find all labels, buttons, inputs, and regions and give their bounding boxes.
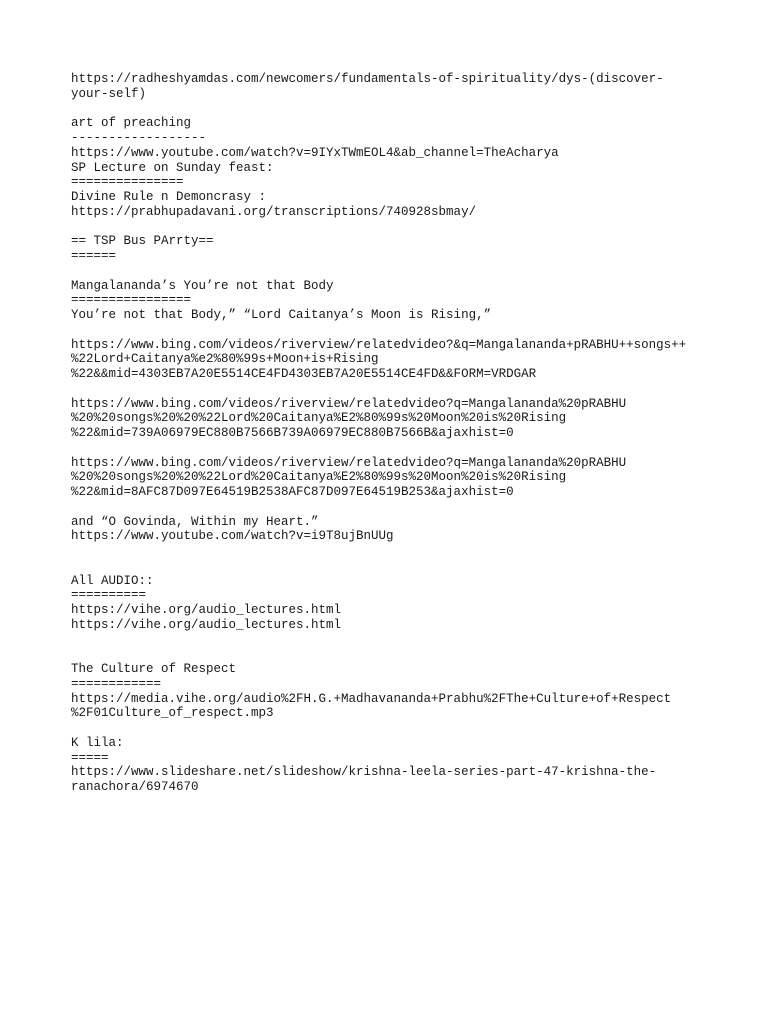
blank-line [71,721,731,736]
url-line: https://www.bing.com/videos/riverview/relatedvideo?q=Mangalananda%20pRABHU [71,396,627,411]
blank-line [71,633,731,648]
heading-underline: ====== [71,249,117,263]
section-heading: SP Lecture on Sunday feast: [71,160,274,175]
heading-underline: ================ [71,293,192,308]
section-heading: Mangalananda’s You’re not that Body [71,278,334,293]
text-line: You’re not that Body,” “Lord Caitanya’s Moon is Rising,” [71,308,492,322]
blank-line [71,441,731,456]
url-line: %22&mid=8AFC87D097E64519B2538AFC87D097E64519B253&ajaxhist=0 [71,485,514,499]
heading-underline: ============ [71,676,162,691]
blank-line [71,323,731,338]
url-line: https://radheshyamdas.com/newcomers/fundamentals-of-spirituality/dys-(discover- [71,72,664,86]
blank-line [71,102,731,117]
url-line: https://prabhupadavani.org/transcriptions/740928sbmay/ [71,204,477,219]
section-heading: K lila: [71,735,124,750]
url-line: %20%20songs%20%20%22Lord%20Caitanya%E2%80%99s%20Moon%20is%20Rising [71,411,567,426]
blank-line [71,264,731,279]
section-heading: All AUDIO:: [71,573,154,588]
url-line: https://www.bing.com/videos/riverview/relatedvideo?q=Mangalananda%20pRABHU [71,455,627,470]
url-line: %22&mid=739A06979EC880B7566B739A06979EC880B7566B&ajaxhist=0 [71,426,514,440]
text-line: Divine Rule n Demoncrasy : [71,190,267,204]
document-page [71,72,731,795]
blank-line [71,220,731,235]
text-line: and “O Govinda, Within my Heart.” [71,514,319,529]
heading-underline: ===== [71,750,109,765]
heading-underline: ------------------ [71,131,207,145]
url-line: https://vihe.org/audio_lectures.html [71,603,342,617]
blank-line [71,382,731,397]
blank-line [71,647,731,662]
section-heading: The Culture of Respect [71,662,237,676]
url-line: ranachora/6974670 [71,780,199,794]
heading-underline: =============== [71,175,184,190]
url-line: https://www.bing.com/videos/riverview/relatedvideo?&q=Mangalananda+pRABHU++songs++ [71,337,687,352]
section-heading: == TSP Bus PArrty== [71,234,214,249]
url-line: https://www.youtube.com/watch?v=9IYxTWmEOL4&ab_channel=TheAcharya [71,145,559,160]
url-line: %20%20songs%20%20%22Lord%20Caitanya%E2%80%99s%20Moon%20is%20Rising [71,470,567,485]
url-line: %2F01Culture_of_respect.mp3 [71,706,274,721]
blank-line [71,500,731,515]
blank-line [71,544,731,559]
blank-line [71,559,731,574]
url-line: %22Lord+Caitanya%e2%80%99s+Moon+is+Rising [71,352,379,367]
url-line: https://www.slideshare.net/slideshow/krishna-leela-series-part-47-krishna-the- [71,765,657,780]
heading-underline: ========== [71,588,147,603]
url-line: your-self) [71,86,147,101]
url-line: https://www.youtube.com/watch?v=i9T8ujBnUUg [71,529,394,544]
section-heading: art of preaching [71,116,192,131]
url-line: https://media.vihe.org/audio%2FH.G.+Madhavananda+Prabhu%2FThe+Culture+of+Respect [71,691,672,706]
url-line: %22&&mid=4303EB7A20E5514CE4FD4303EB7A20E5514CE4FD&&FORM=VRDGAR [71,367,537,381]
url-line: https://vihe.org/audio_lectures.html [71,617,342,632]
